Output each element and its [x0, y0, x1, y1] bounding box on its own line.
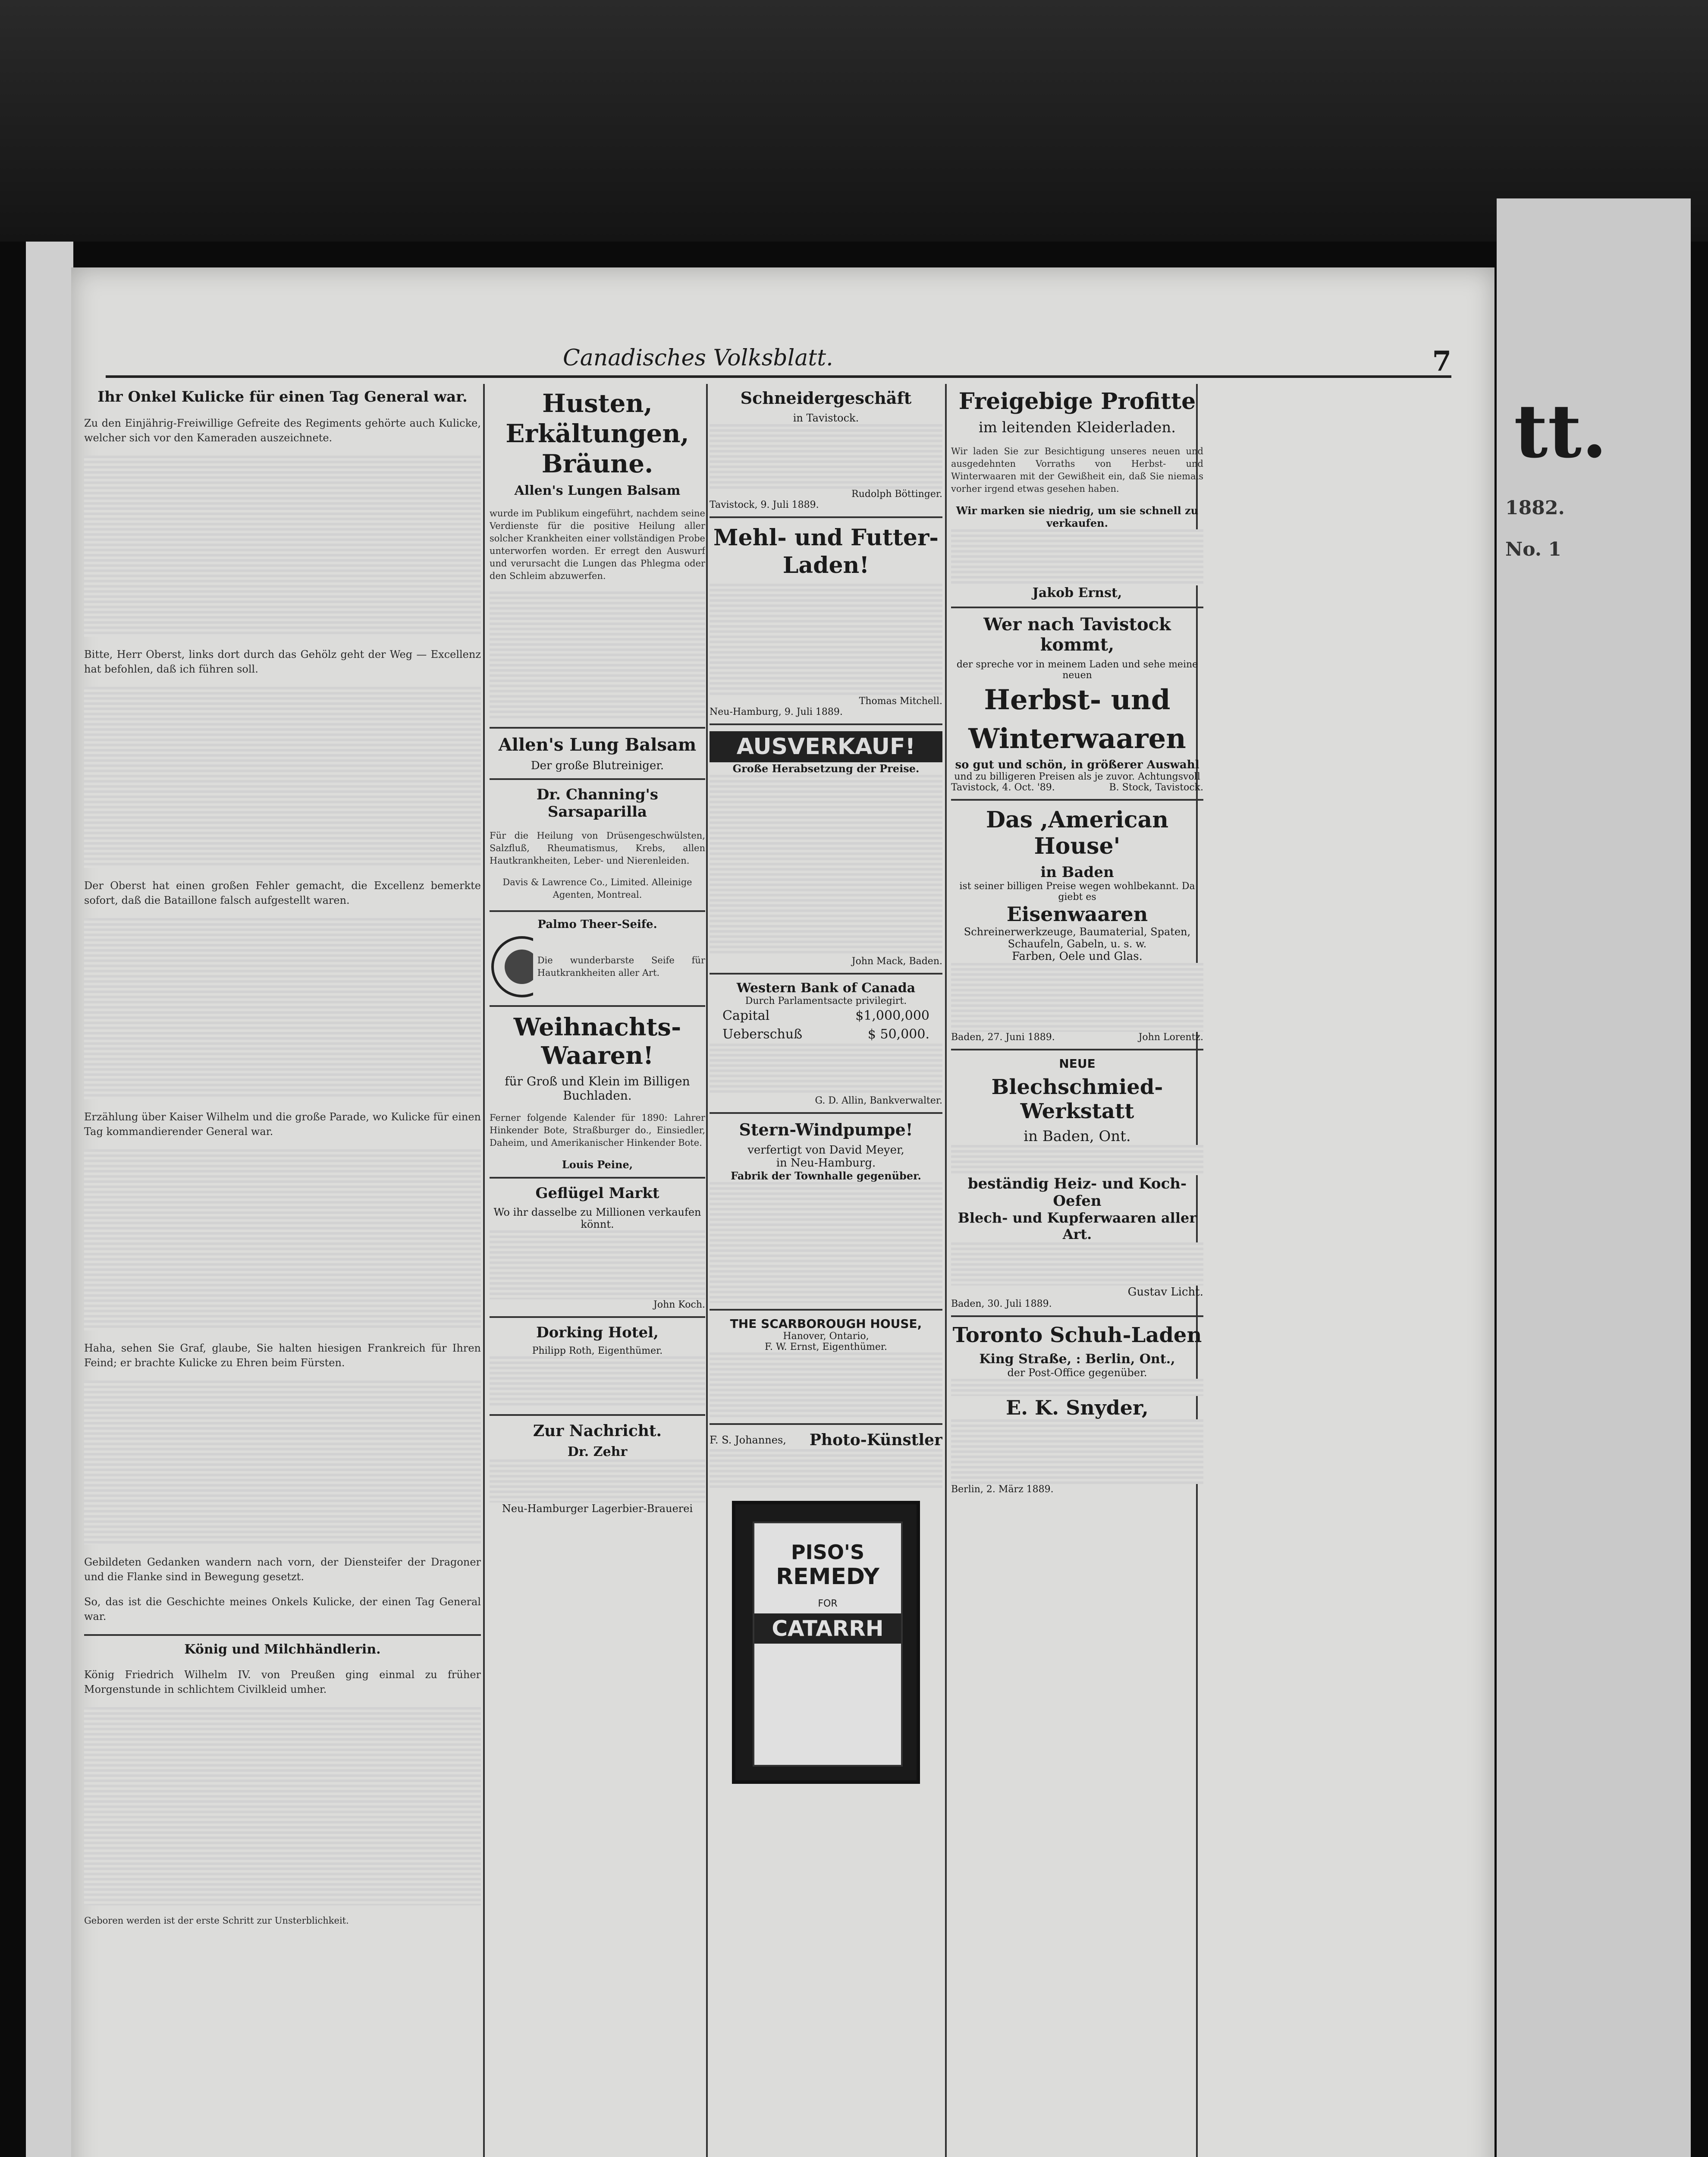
ad-american-house-date: Baden, 27. Juni 1889.: [951, 1032, 1055, 1043]
story-paragraph: Erzählung über Kaiser Wilhelm und die große Parade, wo Kulicke für einen Tag kommandierender General war.: [84, 1111, 481, 1138]
ad-american-house-sig: John Lorentz.: [1138, 1032, 1203, 1043]
ad-mehl-sig: Thomas Mitchell.: [859, 696, 942, 707]
text-block: [490, 1459, 705, 1503]
newspaper-title: Canadisches Volksblatt.: [563, 345, 833, 371]
ad-schneider-date: Tavistock, 9. Juli 1889.: [710, 500, 819, 510]
footnote: Geboren werden ist der erste Schritt zur Unsterblichkeit.: [84, 1915, 349, 1926]
ad-blech-big2: Blech- und Kupferwaaren aller Art.: [958, 1210, 1197, 1242]
ad-toronto-date: Berlin, 2. März 1889.: [951, 1484, 1054, 1495]
ad-windpumpe-title: Stern-Windpumpe!: [739, 1120, 913, 1139]
divider: [951, 1049, 1203, 1050]
ad-american-house-list: Schreinerwerkzeuge, Baumaterial, Spaten, Schaufeln, Gabeln, u. s. w.: [964, 926, 1191, 950]
ad-palmo-text: Die wunderbarste Seife für Hautkrankheiten aller Art.: [537, 955, 705, 978]
capital-label: Capital: [722, 1008, 770, 1023]
soap-seal-icon: [490, 934, 533, 999]
ad-palmo-title: Palmo Theer-Seife.: [537, 918, 657, 931]
text-block: [951, 529, 1203, 585]
ad-schneider-place: in Tavistock.: [793, 412, 859, 424]
ad-windpumpe-sub: verfertigt von David Meyer,: [747, 1144, 904, 1157]
ad-husten-sub: Allen's Lungen Balsam: [514, 483, 681, 498]
divider: [951, 799, 1203, 801]
surplus-value: $ 50,000.: [867, 1027, 929, 1042]
divider: [710, 1112, 942, 1114]
ad-schneider-sig: Rudolph Böttinger.: [851, 489, 942, 500]
text-block: [490, 1230, 705, 1299]
capital-row: [710, 1006, 942, 1025]
ad-american-house-sub: in Baden: [1040, 864, 1114, 881]
text-block: [710, 1044, 942, 1095]
story-paragraph: Haha, sehen Sie Graf, glaube, Sie halten hiesigen Frankreich für Ihren Feind; er brachte Kulicke zu Ehren beim Fürsten.: [84, 1342, 481, 1369]
text-block: [84, 1149, 481, 1330]
divider: [710, 1309, 942, 1311]
text-block: [951, 1242, 1203, 1286]
divider: [710, 1423, 942, 1425]
text-block: [84, 918, 481, 1099]
column-ads-4: [951, 384, 1203, 2157]
divider: [490, 778, 705, 780]
ad-weihnachts-text: Ferner folgende Kalender für 1890: Lahrer Hinkender Bote, Straßburger do., Einsiedler, Daheim, und Amerikanischer Hinkender Bote.: [490, 1113, 705, 1148]
text-block: [84, 1380, 481, 1544]
issue-number: No. 1: [1505, 538, 1562, 560]
ad-toronto-place: King Straße, : Berlin, Ont.,: [979, 1352, 1175, 1367]
ad-geflugel-sub: Wo ihr dasselbe zu Millionen verkaufen könnt.: [493, 1206, 701, 1230]
ad-eisenwaaren: Eisenwaaren: [1006, 902, 1148, 926]
ad-ausverkauf-sig: John Mack, Baden.: [851, 956, 942, 967]
ad-tavistock-sub: der spreche vor in meinem Laden und sehe meine neuen: [956, 659, 1198, 681]
ad-sarsaparilla-title: Dr. Channing's Sarsaparilla: [536, 786, 659, 821]
subhead: König und Milchhändlerin.: [184, 1642, 381, 1657]
ad-blech-sig: Gustav Licht.: [1127, 1286, 1203, 1299]
page-header: [106, 345, 1451, 378]
ad-toronto-sub: der Post-Office gegenüber.: [1007, 1367, 1147, 1379]
ad-tavistock-line2: und zu billigeren Preisen als je zuvor. Achtungsvoll: [954, 771, 1200, 782]
story-paragraph: König Friedrich Wilhelm IV. von Preußen ging einmal zu früher Morgenstunde in schlichtem Civilkleid umher.: [84, 1669, 481, 1695]
ad-scarborough-owner: F. W. Ernst, Eigenthümer.: [765, 1342, 887, 1352]
ad-blech-date: Baden, 30. Juli 1889.: [951, 1299, 1052, 1309]
text-block: [951, 1419, 1203, 1484]
ad-tavistock-sig: B. Stock, Tavistock.: [1109, 782, 1203, 793]
ad-husten-title: Husten, Erkältungen, Bräune.: [505, 389, 689, 478]
divider: [710, 723, 942, 725]
ad-weihnachts-sub: für Groß und Klein im Billigen Buchladen.: [505, 1074, 690, 1103]
text-block: [951, 963, 1203, 1032]
year-label: 1882.: [1505, 497, 1565, 519]
column-ads-3: [710, 384, 942, 2157]
ad-nachricht-title: Zur Nachricht.: [533, 1422, 662, 1440]
text-block: [710, 424, 942, 489]
ad-bank-sig: G. D. Allin, Bankverwalter.: [815, 1095, 942, 1106]
ad-weihnachts-sig: Louis Peine,: [562, 1158, 633, 1171]
ad-sarsaparilla-text: Für die Heilung von Drüsengeschwülsten, Salzfluß, Rheumatismus, Krebs, allen Hautkrankheiten, Leber- und Nierenleiden.: [490, 830, 705, 866]
ad-tavistock-big2: Winterwaaren: [968, 723, 1186, 755]
ad-geflugel-sig: John Koch.: [653, 1299, 705, 1310]
ad-brauerei: Neu-Hamburger Lagerbier-Brauerei: [502, 1503, 693, 1515]
ad-bank-title: Western Bank of Canada: [736, 981, 916, 996]
text-block: [490, 1356, 705, 1408]
text-block: [84, 456, 481, 637]
column-rule: [483, 384, 485, 2157]
ad-american-house-text: ist seiner billigen Preise wegen wohlbekannt. Da giebt es: [959, 881, 1195, 902]
ad-blech-neue: NEUE: [1059, 1056, 1096, 1071]
ad-tavistock-title: Wer nach Tavistock kommt,: [983, 614, 1171, 655]
ad-dorking-sub: Philipp Roth, Eigenthümer.: [532, 1346, 663, 1356]
text-block: [84, 687, 481, 868]
text-block: [490, 591, 705, 721]
ad-weihnachts-title: Weihnachts-Waaren!: [513, 1013, 681, 1070]
capital-value: $1,000,000: [855, 1008, 929, 1023]
ad-american-house-title: Das ,American House': [986, 807, 1169, 859]
ad-ausverkauf-sub: Große Herabsetzung der Preise.: [732, 762, 920, 775]
ad-lung-balsam-title: Allen's Lung Balsam: [498, 735, 697, 755]
masthead-fragment: tt.: [1514, 388, 1608, 475]
ad-windpumpe-line: Fabrik der Townhalle gegenüber.: [731, 1170, 921, 1182]
ad-husten-text: wurde im Publikum eingeführt, nachdem seine Verdienste für die positive Heilung aller solcher Krankheiten einer vollständigen Probe unterworfen worden. Er erregt den Auswurf und verursacht die Lungen das Phlegma oder den Schleim abzuwerfen.: [490, 508, 705, 581]
divider: [490, 1177, 705, 1179]
text-block: [710, 1182, 942, 1303]
piso-brand: PISO'S: [791, 1541, 865, 1564]
text-block: [710, 584, 942, 696]
column-ads-2: [490, 384, 705, 2157]
ad-bank-sub: Durch Parlamentsacte privilegirt.: [745, 996, 907, 1006]
ad-tavistock-line: so gut und schön, in größerer Auswahl: [955, 758, 1199, 771]
ad-dorking-title: Dorking Hotel,: [536, 1324, 659, 1341]
ad-mehl-title: Mehl- und Futter-Laden!: [713, 525, 939, 579]
story-paragraph: So, das ist die Geschichte meines Onkels Kulicke, der einen Tag General war.: [84, 1596, 481, 1622]
ad-scarborough-title: THE SCARBOROUGH HOUSE,: [730, 1317, 922, 1331]
ad-nachricht-name: Dr. Zehr: [567, 1444, 628, 1459]
text-block: [710, 775, 942, 956]
ad-american-house-list2: Farben, Oele und Glas.: [1012, 950, 1143, 963]
divider: [84, 1634, 481, 1636]
ad-profitte-title: Freigebige Profitte: [958, 388, 1196, 415]
ad-toronto-name: E. K. Snyder,: [1006, 1396, 1149, 1419]
newspaper-page: [71, 267, 1494, 2157]
ad-toronto-title: Toronto Schuh-Laden: [952, 1323, 1202, 1347]
piso-catarrh: CATARRH: [754, 1613, 901, 1644]
ad-geflugel-title: Geflügel Markt: [535, 1185, 659, 1202]
text-block: [951, 1145, 1203, 1175]
ad-windpumpe-place: in Neu-Hamburg.: [776, 1157, 876, 1170]
story-paragraph: Bitte, Herr Oberst, links dort durch das Gehölz geht der Weg — Excellenz hat befohlen, daß ich führen soll.: [84, 648, 481, 675]
divider: [951, 607, 1203, 608]
surplus-label: Ueberschuß: [722, 1027, 803, 1042]
surplus-row: [710, 1025, 942, 1044]
ad-ausverkauf-title: AUSVERKAUF!: [710, 731, 942, 762]
story-paragraph: Gebildeten Gedanken wandern nach vorn, der Diensteifer der Dragoner und die Flanke sind in Bewegung gesetzt.: [84, 1556, 481, 1583]
divider: [951, 1315, 1203, 1317]
ad-photo-title: Photo-Künstler: [809, 1431, 942, 1449]
ad-schneider-title: Schneidergeschäft: [740, 388, 912, 408]
story-headline: Ihr Onkel Kulicke für einen Tag General war.: [97, 388, 468, 406]
ad-photo-name: F. S. Johannes,: [710, 1434, 786, 1446]
piso-for: FOR: [818, 1598, 838, 1609]
ad-profitte-text: Wir laden Sie zur Besichtigung unseres neuen und ausgedehnten Vorraths von Herbst- und Winterwaaren mit der Gewißheit ein, daß Sie niemals vorher irgend etwas gesehen haben.: [951, 446, 1203, 494]
piso-remedy-ad: [732, 1501, 920, 1784]
column-story: [84, 384, 481, 2157]
column-rule: [945, 384, 947, 2157]
ad-tavistock-date: Tavistock, 4. Oct. '89.: [951, 782, 1055, 793]
ad-blech-title: Blechschmied-Werkstatt: [991, 1075, 1163, 1123]
ad-sarsaparilla-sig: Davis & Lawrence Co., Limited. Alleinige Agenten, Montreal.: [502, 877, 692, 900]
divider: [490, 1316, 705, 1318]
divider: [710, 973, 942, 975]
story-paragraph: Zu den Einjährig-Freiwillige Gefreite des Regiments gehörte auch Kulicke, welcher sich vor den Kameraden auszeichnete.: [84, 417, 481, 444]
scan-background: [0, 0, 1708, 242]
text-block: [951, 1379, 1203, 1396]
adjacent-right-page: [1497, 198, 1691, 2157]
piso-remedy-word: REMEDY: [776, 1564, 879, 1590]
divider: [490, 910, 705, 912]
page-number: 7: [1432, 345, 1451, 377]
text-block: [84, 1707, 481, 1905]
ad-mehl-date: Neu-Hamburg, 9. Juli 1889.: [710, 707, 843, 717]
ad-profitte-sub: im leitenden Kleiderladen.: [978, 419, 1176, 436]
divider: [490, 1414, 705, 1416]
divider: [490, 727, 705, 729]
column-rule: [706, 384, 708, 2157]
text-block: [710, 1352, 942, 1417]
text-block: [710, 1449, 942, 1488]
adjacent-left-page: [26, 242, 73, 2157]
ad-profitte-sig: Jakob Ernst,: [1032, 585, 1122, 601]
ad-lung-balsam-sub: Der große Blutreiniger.: [531, 759, 664, 772]
divider: [710, 516, 942, 518]
ad-blech-big: beständig Heiz- und Koch-Oefen: [967, 1175, 1187, 1210]
ad-profitte-motto: Wir marken sie niedrig, um sie schnell zu verkaufen.: [956, 504, 1199, 529]
divider: [490, 1005, 705, 1007]
ad-scarborough-place: Hanover, Ontario,: [783, 1331, 869, 1342]
ad-blech-place: in Baden, Ont.: [1024, 1128, 1131, 1145]
story-paragraph: Der Oberst hat einen großen Fehler gemacht, die Excellenz bemerkte sofort, daß die Bataillone falsch aufgestellt waren.: [84, 880, 481, 906]
ad-tavistock-big1: Herbst- und: [984, 684, 1171, 716]
